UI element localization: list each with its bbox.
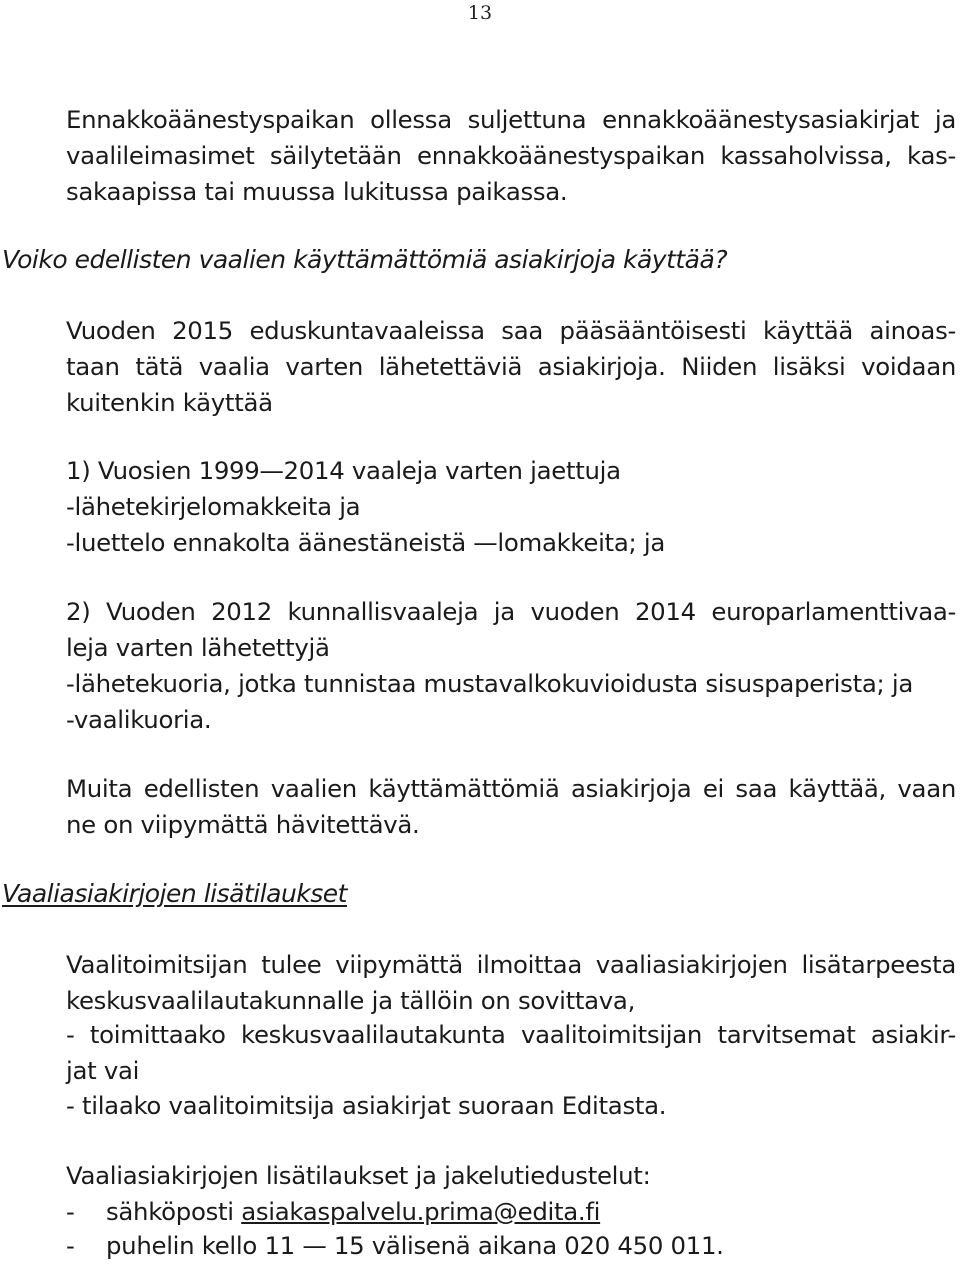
list-item: -lähetekuoria, jotka tunnistaa mustavalkokuvioidusta sisuspaperista; ja <box>66 669 913 698</box>
phone-text: puhelin kello 11 — 15 välisenä aikana 020 450 011. <box>106 1231 724 1260</box>
paragraph-line: vaalileimasimet säilytetään ennakkoäänestyspaikan kassaholvissa, kas- <box>66 141 956 170</box>
contact-intro: Vaaliasiakirjojen lisätilaukset ja jakelutiedustelut: <box>66 1161 651 1190</box>
paragraph-line: Muita edellisten vaalien käyttämättömiä asiakirjoja ei saa käyttää, vaan <box>66 774 956 803</box>
list-item: 1) Vuosien 1999—2014 vaaleja varten jaettuja <box>66 456 621 485</box>
list-item: -lähetekirjelomakkeita ja <box>66 492 361 521</box>
paragraph-line: - tilaako vaalitoimitsija asiakirjat suoraan Editasta. <box>66 1091 667 1120</box>
bullet-dash: - <box>66 1231 75 1260</box>
list-item: 2) Vuoden 2012 kunnallisvaaleja ja vuoden 2014 europarlamenttivaa- <box>66 597 956 626</box>
contact-phone-line <box>66 1228 724 1264</box>
section-heading: Voiko edellisten vaalien käyttämättömiä asiakirjoja käyttää? <box>2 245 728 274</box>
paragraph-line: ne on viipymättä hävitettävä. <box>66 810 420 839</box>
paragraph-line: keskusvaalilautakunnalle ja tällöin on sovittava, <box>66 986 636 1015</box>
contact-email-line <box>66 1194 600 1230</box>
list-item: -luettelo ennakolta äänestäneistä —lomakkeita; ja <box>66 528 665 557</box>
list-item: leja varten lähetettyjä <box>66 633 330 662</box>
email-label: sähköposti <box>106 1197 234 1226</box>
paragraph-line: - toimittaako keskusvaalilautakunta vaalitoimitsijan tarvitsemat asiakir- <box>66 1020 956 1049</box>
paragraph-line: sakaapissa tai muussa lukitussa paikassa. <box>66 177 568 206</box>
page-number: 13 <box>467 2 493 24</box>
email-link[interactable]: asiakaspalvelu.prima@edita.fi <box>241 1197 601 1226</box>
paragraph-line: Vaalitoimitsijan tulee viipymättä ilmoittaa vaaliasiakirjojen lisätarpeesta <box>66 950 956 979</box>
paragraph-line: Ennakkoäänestyspaikan ollessa suljettuna ennakkoäänestysasiakirjat ja <box>66 105 956 134</box>
list-item: -vaalikuoria. <box>66 705 212 734</box>
bullet-dash: - <box>66 1197 75 1226</box>
paragraph-line: Vuoden 2015 eduskuntavaaleissa saa pääsääntöisesti käyttää ainoas- <box>66 316 956 345</box>
section-heading: Vaaliasiakirjojen lisätilaukset <box>2 879 347 908</box>
paragraph-line: taan tätä vaalia varten lähetettäviä asiakirjoja. Niiden lisäksi voidaan <box>66 352 956 381</box>
paragraph-line: jat vai <box>66 1056 140 1085</box>
paragraph-line: kuitenkin käyttää <box>66 388 273 417</box>
